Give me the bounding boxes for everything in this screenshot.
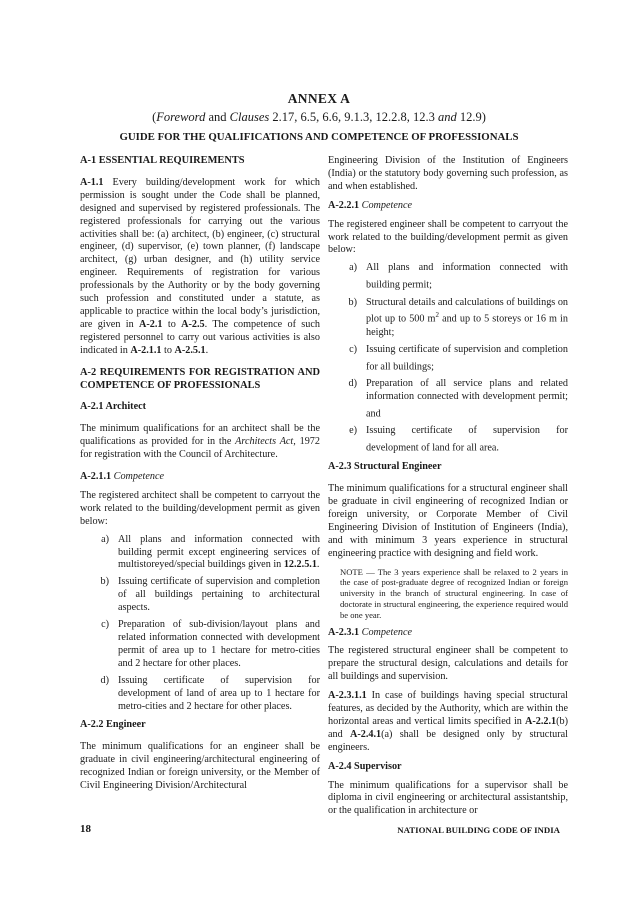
list-item-text: Structural details and calculations of buildings on plot up to 500 $m^2$ and up to 5 storeys or 16 m in height; [366,296,569,338]
list-item [80,534,320,573]
section-heading-a1: A-1 ESSENTIAL REQUIREMENTS [80,155,245,166]
paragraph-a2-1: The minimum qualifications for an architect shall be the qualifications as provided for in the Architects Act, 1972 for registration with the Council of Architecture. [80,423,320,461]
list-marker: d) [348,377,357,389]
list-item [328,297,568,340]
right-column [328,155,568,818]
list-item [328,425,568,455]
subsection-heading-engineer-competence: A-2.2.1 Competence [328,199,413,211]
paragraph-a2-1-1: The registered architect shall be competent to carryout the work related to the building/development permit as given below: [80,489,320,527]
paragraph-a2-2: The minimum qualifications for an engineer shall be graduate in civil engineering/architectural engineering of recognized Indian or foreign university, or the Member of Civil Engineering Division/Architectural [80,741,320,792]
list-item [328,344,568,374]
paragraph-a2-4: The minimum qualifications for a supervisor shall be diploma in civil engineering or architectural assistantship, or the qualification in architecture or [328,779,568,817]
engineer-competence-list [328,262,568,455]
list-item [80,576,320,615]
list-item-text: All plans and information connected with building permit except engineering services of multistoreyed/special buildings given in 12.2.5.1. [118,533,320,571]
list-item [80,675,320,714]
list-item [80,619,320,671]
list-item-text: Preparation of sub-division/layout plans and related information connected with development permit of area up to 1 hectare for metro-cities and 2 hectare for other places. [118,619,320,669]
list-item [328,378,568,421]
list-marker: c) [349,343,357,355]
list-item [328,262,568,292]
list-marker: e) [349,424,357,436]
note: NOTE — The 3 years experience shall be relaxed to 2 years in the case of post-graduate degree of recognized Indian or foreign university in the branch of structural engineering. In case of doctorate in structural engineering, the experience required would be one year. [340,566,568,620]
list-marker: c) [101,619,109,631]
paragraph-a2-3-1-1: A-2.3.1.1 In case of buildings having special structural features, as decided by the Authority, which are within the horizontal areas and vertical limits specified in A-2.2.1(b) and A-2.4.1(a) shall be designed only by structural engineers. [328,690,568,753]
annex-title: ANNEX A [287,91,351,106]
subsection-heading-structural-engineer: A-2.3 Structural Engineer [328,461,442,473]
list-marker: a) [101,533,109,545]
subsection-heading-supervisor: A-2.4 Supervisor [328,760,402,772]
list-item-text: Issuing certificate of supervision for development of land for all area. [366,424,568,454]
paragraph-a2-3: The minimum qualifications for a structural engineer shall be graduate in civil engineering of recognized Indian or foreign university, or Corporate Member of Civil Engineering Division of Institution of Engineers (India), and with minimum 3 years experience in structural engineering practice with designing and field work. [328,483,568,559]
running-title: NATIONAL BUILDING CODE OF INDIA [397,825,560,835]
subsection-heading-architect-competence: A-2.1.1 Competence [80,471,165,483]
architect-competence-list [80,534,320,714]
list-item-text: Issuing certificate of supervision and completion for all buildings; [366,343,568,372]
list-marker: a) [349,262,357,274]
subsection-heading-structural-competence: A-2.3.1 Competence [328,626,413,638]
list-item-text: All plans and information connected with building permit; [366,262,568,291]
list-marker: d) [100,674,109,686]
annex-reference: (Foreword and Clauses 2.17, 6.5, 6.6, 9.1.3, 12.2.8, 12.3 and 12.9) [152,110,486,124]
list-marker: b) [100,576,109,588]
list-item-text: Preparation of all service plans and related information connected with development permit; and [366,377,568,420]
paragraph-a2-3-1: The registered structural engineer shall be competent to prepare the structural design, calculations and details for all buildings and supervision. [328,645,568,683]
subsection-heading-architect: A-2.1 Architect [80,401,147,413]
page-number: 18 [80,823,91,835]
list-item-text: Issuing certificate of supervision and completion of all buildings pertaining to architectural aspects. [118,576,320,614]
list-item-text: Issuing certificate of supervision for development of land of area up to 1 hectare for metro-cities and 2 hectare for other places. [118,674,320,712]
left-column [80,155,320,793]
section-heading-a2: A-2 REQUIREMENTS FOR REGISTRATION AND COMPETENCE OF PROFESSIONALS [80,366,320,391]
annex-subtitle: GUIDE FOR THE QUALIFICATIONS AND COMPETENCE OF PROFESSIONALS [119,131,519,143]
paragraph-a1-1: A-1.1 Every building/development work for which permission is sought under the Code shall be planned, designed and supervised by registered professionals. The registered professionals for carrying out the various activities shall be: (a) architect, (b) engineer, (c) structural engineer, (d) supervisor, (e) town planner, (f) landscape architect, (g) urban designer, and (h) utility service engineer. Requirements of registration for various professionals by the Authority or by the body governing such profession and constituted under a statute, as applicable to practice within the local body’s jurisdiction, are given in A-2.1 to A-2.5. The competence of such registered personnel to carry out various activities is also indicated in A-2.1.1 to A-2.5.1. [80,176,320,356]
subsection-heading-engineer: A-2.2 Engineer [80,719,146,731]
paragraph-a2-2-continued: Engineering Division of the Institution of Engineers (India) or the statutory body governing such profession, as and when established. [328,155,568,192]
paragraph-a2-2-1: The registered engineer shall be competent to carryout the work related to the building/development permit as given below: [328,218,568,256]
list-marker: b) [348,296,357,308]
